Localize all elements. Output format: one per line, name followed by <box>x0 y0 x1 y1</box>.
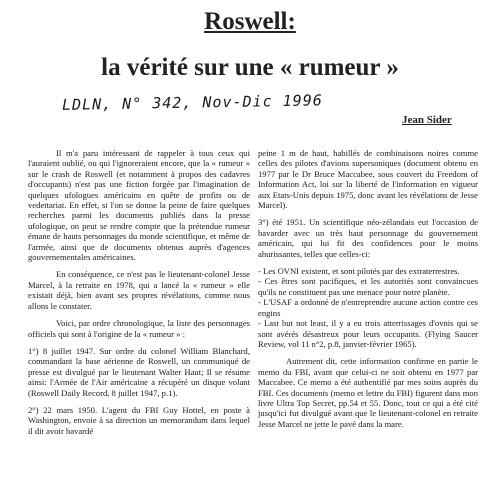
left-text-column <box>28 148 250 443</box>
author-name: Jean Sider <box>402 114 452 126</box>
right-text-column <box>258 148 478 436</box>
article-title: Roswell: <box>204 8 296 35</box>
paragraph: Il m'a paru intéressant de rappeler à tous ceux qui l'auraient oublié, ou qui l'ignoreraient encore, que la « rumeur » sur le crash de Roswell (et notamment à propos des cadavres d'occupants) n'est pas une fiction forgée par l'imagination de quelques ufologues américains en quête de profits ou de vedettariat. En effet, si l'on se donne la peine de faire quelques recherches parmi les documents publiés dans la presse ufologique, on peut se rendre compte que la prétendue rumeur émane de hauts personnages du monde scientifique, et même de l'armée, ainsi que de documents obtenus auprès d'agences gouvernementales américaines. <box>28 148 250 263</box>
list-item: - Last but not least, il y a eu trois atterrissages d'ovnis qui se sont avérés désastreux pour leurs occupants. (Flying Saucer Review, vol 11 n°2, p.8, janvier-février 1965). <box>258 318 478 349</box>
paragraph: En conséquence, ce n'est pas le lieutenant-colonel Jesse Marcel, à la retraite en 1978, qui a lancé la « rumeur » elle existait déjà, bien avant ses propres révélations, comme nous allons le constater. <box>28 269 250 311</box>
paragraph: 2°) 22 mars 1950. L'agent du FBI Guy Hottel, en poste à Washington, envoie à sa direction un memorandum dans lequel il dit avoir bavardé <box>28 404 250 436</box>
handwritten-source-note: LDLN, N° 342, Nov-Dic 1996 <box>61 91 323 114</box>
list-item: - Les OVNI existent, et sont pilotés par des extraterrestres. <box>258 266 460 277</box>
list-item: - L'USAF a ordonné de n'entreprendre aucune action contre ces engins <box>258 297 478 318</box>
paragraph: Voici, par ordre chronologique, la liste des personnages officiels qui sont à l'origine de la « rumeur » : <box>28 318 250 339</box>
paragraph: peine 1 m de haut, habillés de combinaisons noires comme celles des pilotes d'avions supersoniques (document obtenu en 1977 par le Dr Bruce Maccabee, sous couvert du Freedom of Information Act, loi sur la liberté de l'information en vigueur aux Etats-Unis depuis 1975, donc avant les révélations de Jesse Marcel). <box>258 148 478 211</box>
paragraph: 1°) 8 juillet 1947. Sur ordre du colonel William Blanchard, commandant la base aérienne de Roswell, un communiqué de presse est divulgué par le lieutenant Walter Haut; Il se résume ainsi: l'Armée de l'Air américaine a récupéré un disque volant (Roswell Daily Record, 8 juillet 1947, p.1). <box>28 345 250 398</box>
paragraph: 3°) été 1951. Un scientifique néo-zélandais eut l'occasion de bavarder avec un très haut personnage du gouvernement américain, qui lui fit des confidences pour le moins ahurissantes, telles que celles-ci: <box>258 217 478 259</box>
article-subtitle: la vérité sur une « rumeur » <box>101 54 399 81</box>
list-item: - Ces êtres sont pacifiques, et les autorités sont convaincues qu'ils ne constituent pas une menace pour notre planète. <box>258 276 478 297</box>
paragraph: Autrement dit, cette information confirme en partie le memo du FBI, avant que celui-ci ne soit obtenu en 1977 par Maccabee. Ce memo a été authentifié par mes soins auprès du FBI. Ces documents (memo et lettre du FBI) figurent dans mon livre Ultra Top Secret, pp.54 et 55. Donc, tout ce qui a été cité jusqu'ici fut divulgué avant que le lieutenant-colonel en retraite Jesse Marcel ne jette le pavé dans la mare. <box>258 356 478 429</box>
